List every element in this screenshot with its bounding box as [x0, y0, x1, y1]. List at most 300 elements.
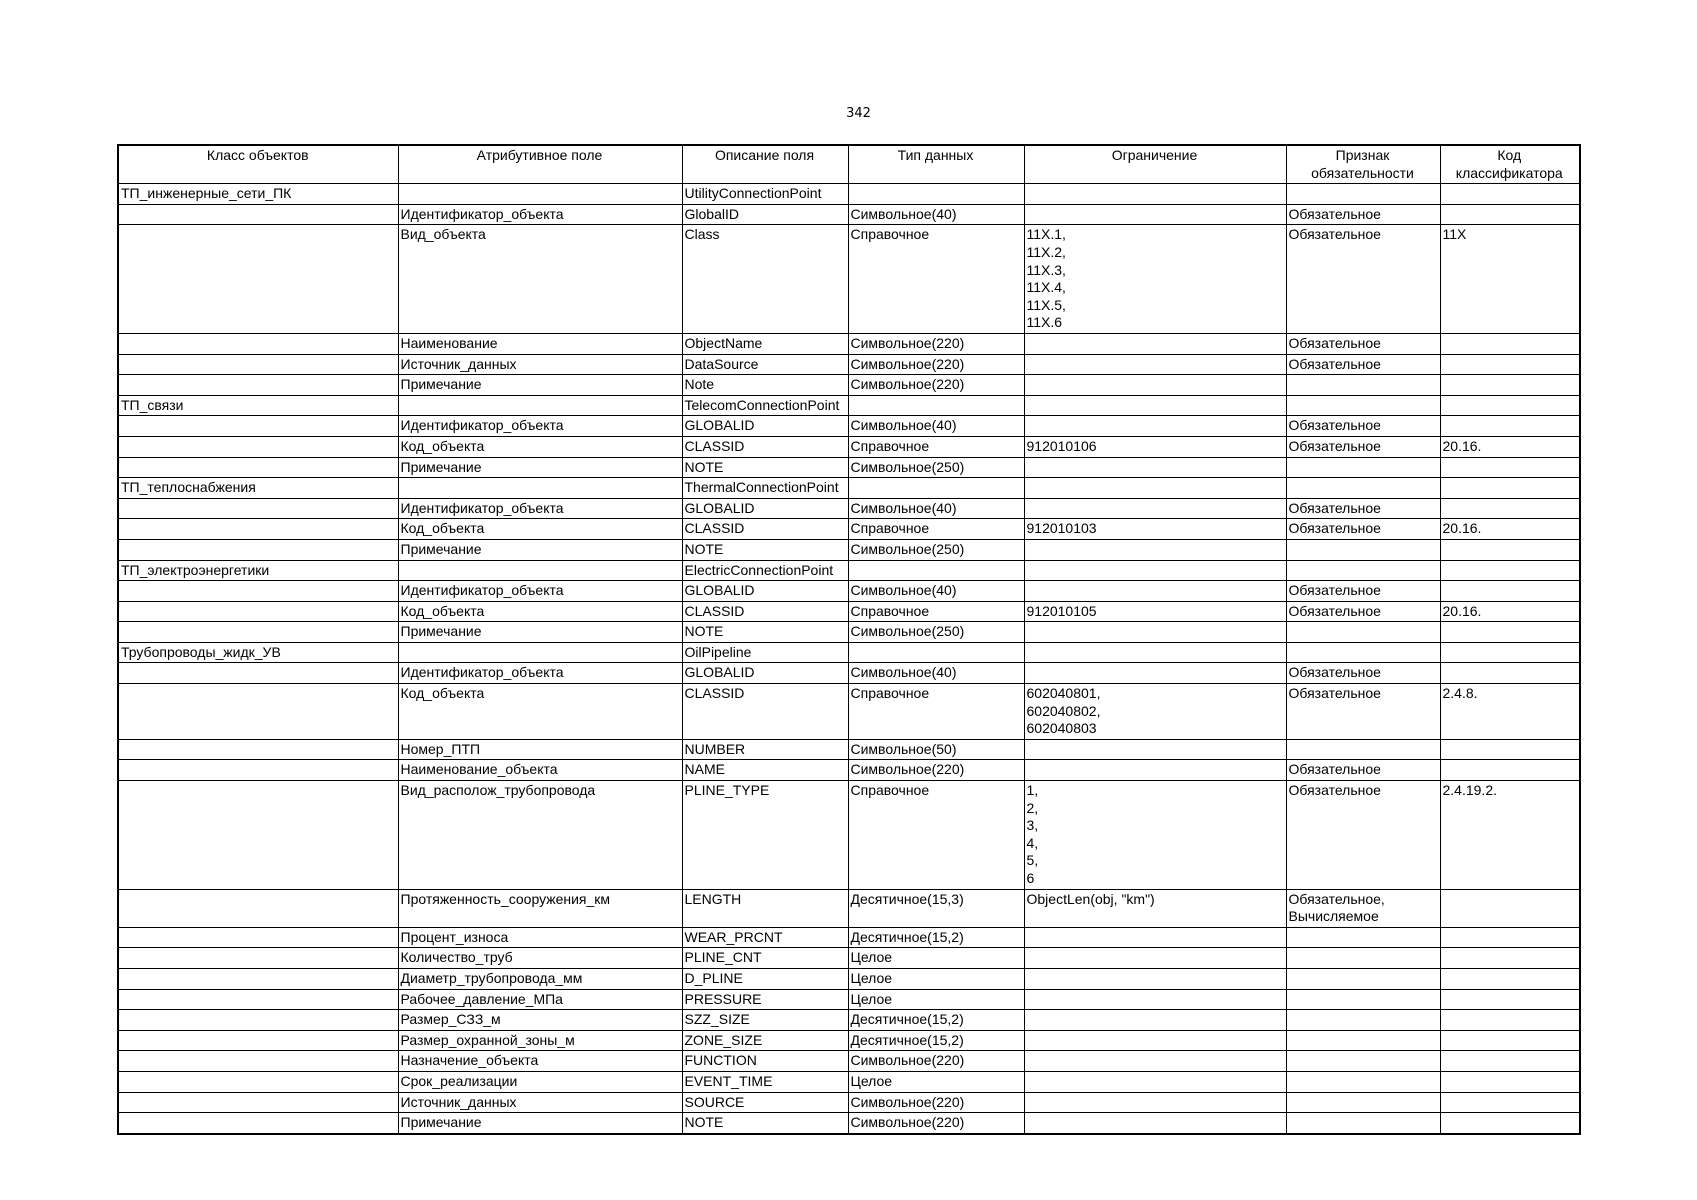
cell-object-class	[118, 739, 398, 760]
cell-mandatory-flag: Обязательное	[1286, 416, 1440, 437]
cell-mandatory-flag: Обязательное	[1286, 225, 1440, 334]
cell-object-class	[118, 498, 398, 519]
cell-line: 602040803	[1026, 720, 1097, 737]
cell-field-description: OilPipeline	[682, 642, 848, 663]
table-row	[118, 204, 1580, 225]
cell-constraint	[1024, 457, 1286, 478]
cell-data-type: Справочное	[848, 519, 1024, 540]
cell-constraint: ObjectLen(obj, "km")	[1024, 889, 1286, 927]
table-row	[118, 889, 1580, 927]
cell-object-class	[118, 927, 398, 948]
cell-data-type: Справочное	[848, 684, 1024, 740]
cell-line: 11X.4,	[1026, 279, 1066, 296]
cell-constraint	[1024, 1113, 1286, 1134]
cell-line: 4,	[1026, 834, 1039, 851]
table-header-row	[118, 145, 1580, 184]
cell-field-description: Class	[682, 225, 848, 334]
cell-data-type: Десятичное(15,3)	[848, 889, 1024, 927]
cell-field-description: ZONE_SIZE	[682, 1030, 848, 1051]
cell-attribute-field: Идентификатор_объекта	[398, 416, 682, 437]
table-row	[118, 989, 1580, 1010]
cell-attribute-field	[398, 478, 682, 499]
cell-classifier-code: 20.16.	[1440, 519, 1580, 540]
cell-data-type: Целое	[848, 969, 1024, 990]
column-header-attribute-field: Атрибутивное поле	[398, 145, 682, 184]
cell-attribute-field	[398, 184, 682, 205]
cell-attribute-field: Идентификатор_объекта	[398, 498, 682, 519]
cell-classifier-code	[1440, 560, 1580, 581]
cell-classifier-code: 20.16.	[1440, 436, 1580, 457]
cell-data-type: Десятичное(15,2)	[848, 1030, 1024, 1051]
cell-attribute-field: Идентификатор_объекта	[398, 581, 682, 602]
cell-object-class	[118, 416, 398, 437]
cell-constraint	[1024, 478, 1286, 499]
cell-line: 1,	[1026, 782, 1039, 799]
cell-data-type	[848, 478, 1024, 499]
cell-field-description: ObjectName	[682, 333, 848, 354]
table-row	[118, 1071, 1580, 1092]
cell-field-description: ElectricConnectionPoint	[682, 560, 848, 581]
cell-field-description: CLASSID	[682, 684, 848, 740]
table-row	[118, 457, 1580, 478]
cell-classifier-code	[1440, 948, 1580, 969]
cell-object-class: ТП_инженерные_сети_ПК	[118, 184, 398, 205]
table-row	[118, 1113, 1580, 1134]
cell-constraint	[1024, 539, 1286, 560]
cell-object-class: ТП_связи	[118, 395, 398, 416]
cell-attribute-field	[398, 560, 682, 581]
cell-classifier-code	[1440, 375, 1580, 396]
cell-constraint	[1024, 684, 1286, 740]
table-row	[118, 684, 1580, 740]
cell-object-class	[118, 457, 398, 478]
cell-field-description: CLASSID	[682, 519, 848, 540]
cell-constraint	[1024, 642, 1286, 663]
cell-field-description: GLOBALID	[682, 416, 848, 437]
cell-object-class	[118, 989, 398, 1010]
cell-mandatory-flag	[1286, 1071, 1440, 1092]
cell-constraint	[1024, 948, 1286, 969]
cell-mandatory-flag	[1286, 889, 1440, 927]
cell-data-type	[848, 395, 1024, 416]
cell-constraint	[1024, 622, 1286, 643]
cell-attribute-field: Размер_СЗЗ_м	[398, 1010, 682, 1031]
table-row	[118, 760, 1580, 781]
table-row	[118, 1010, 1580, 1031]
cell-data-type: Символьное(40)	[848, 663, 1024, 684]
cell-line: 602040801,	[1026, 685, 1101, 702]
cell-mandatory-flag	[1286, 622, 1440, 643]
cell-data-type: Символьное(220)	[848, 333, 1024, 354]
cell-data-type: Десятичное(15,2)	[848, 1010, 1024, 1031]
cell-field-description: TelecomConnectionPoint	[682, 395, 848, 416]
cell-data-type: Символьное(250)	[848, 622, 1024, 643]
cell-field-description: PLINE_TYPE	[682, 781, 848, 890]
table-row	[118, 1030, 1580, 1051]
cell-constraint	[1024, 969, 1286, 990]
cell-line: 5,	[1026, 852, 1039, 869]
cell-object-class	[118, 760, 398, 781]
cell-field-description: SZZ_SIZE	[682, 1010, 848, 1031]
cell-attribute-field: Примечание	[398, 1113, 682, 1134]
cell-data-type	[848, 560, 1024, 581]
cell-constraint	[1024, 333, 1286, 354]
cell-line: 11X.6	[1026, 314, 1063, 331]
cell-constraint	[1024, 498, 1286, 519]
cell-mandatory-flag: Обязательное	[1286, 601, 1440, 622]
cell-constraint	[1024, 1071, 1286, 1092]
cell-mandatory-flag: Обязательное	[1286, 436, 1440, 457]
cell-constraint	[1024, 760, 1286, 781]
cell-mandatory-flag	[1286, 1010, 1440, 1031]
cell-attribute-field: Процент_износа	[398, 927, 682, 948]
cell-classifier-code	[1440, 1071, 1580, 1092]
cell-mandatory-flag	[1286, 375, 1440, 396]
cell-attribute-field: Назначение_объекта	[398, 1051, 682, 1072]
cell-mandatory-flag: Обязательное	[1286, 581, 1440, 602]
cell-line: 2,	[1026, 799, 1039, 816]
cell-attribute-field: Вид_объекта	[398, 225, 682, 334]
cell-object-class	[118, 1113, 398, 1134]
cell-object-class	[118, 781, 398, 890]
cell-constraint	[1024, 184, 1286, 205]
cell-constraint	[1024, 560, 1286, 581]
cell-classifier-code	[1440, 1092, 1580, 1113]
cell-classifier-code: 2.4.8.	[1440, 684, 1580, 740]
table-row	[118, 781, 1580, 890]
cell-mandatory-flag	[1286, 989, 1440, 1010]
cell-mandatory-flag	[1286, 948, 1440, 969]
cell-constraint	[1024, 1010, 1286, 1031]
cell-mandatory-flag	[1286, 539, 1440, 560]
cell-constraint	[1024, 927, 1286, 948]
cell-line: 6	[1026, 870, 1035, 887]
cell-constraint	[1024, 204, 1286, 225]
cell-attribute-field: Номер_ПТП	[398, 739, 682, 760]
cell-constraint	[1024, 354, 1286, 375]
table-row	[118, 333, 1580, 354]
cell-classifier-code	[1440, 581, 1580, 602]
cell-data-type: Символьное(220)	[848, 375, 1024, 396]
cell-constraint: 912010106	[1024, 436, 1286, 457]
cell-line: 11X.3,	[1026, 261, 1066, 278]
cell-object-class: ТП_теплоснабжения	[118, 478, 398, 499]
cell-attribute-field: Вид_располож_трубопровода	[398, 781, 682, 890]
table-row	[118, 436, 1580, 457]
cell-attribute-field: Наименование	[398, 333, 682, 354]
cell-object-class	[118, 519, 398, 540]
cell-line: Вычисляемое	[1288, 908, 1379, 925]
table-row	[118, 601, 1580, 622]
cell-constraint	[1024, 989, 1286, 1010]
cell-data-type: Символьное(50)	[848, 739, 1024, 760]
column-header-constraint: Ограничение	[1024, 145, 1286, 184]
cell-mandatory-flag	[1286, 560, 1440, 581]
cell-line: 3,	[1026, 817, 1039, 834]
table-row	[118, 622, 1580, 643]
cell-data-type: Справочное	[848, 781, 1024, 890]
cell-mandatory-flag	[1286, 1051, 1440, 1072]
cell-data-type: Символьное(40)	[848, 581, 1024, 602]
cell-field-description: D_PLINE	[682, 969, 848, 990]
cell-mandatory-flag: Обязательное	[1286, 498, 1440, 519]
cell-field-description: UtilityConnectionPoint	[682, 184, 848, 205]
cell-constraint	[1024, 1030, 1286, 1051]
cell-data-type: Символьное(220)	[848, 1051, 1024, 1072]
cell-data-type: Символьное(220)	[848, 354, 1024, 375]
cell-attribute-field: Диаметр_трубопровода_мм	[398, 969, 682, 990]
cell-data-type: Целое	[848, 989, 1024, 1010]
table-row	[118, 498, 1580, 519]
cell-field-description: PRESSURE	[682, 989, 848, 1010]
cell-mandatory-flag	[1286, 395, 1440, 416]
cell-object-class	[118, 1051, 398, 1072]
table-row	[118, 927, 1580, 948]
table-row	[118, 948, 1580, 969]
cell-mandatory-flag	[1286, 739, 1440, 760]
cell-line: 11X.2,	[1026, 243, 1066, 260]
page-number: 342	[846, 106, 871, 121]
cell-data-type: Символьное(250)	[848, 539, 1024, 560]
cell-field-description: WEAR_PRCNT	[682, 927, 848, 948]
cell-field-description: NOTE	[682, 622, 848, 643]
cell-attribute-field: Протяженность_сооружения_км	[398, 889, 682, 927]
cell-classifier-code	[1440, 642, 1580, 663]
cell-classifier-code	[1440, 927, 1580, 948]
table-row	[118, 354, 1580, 375]
cell-data-type: Справочное	[848, 601, 1024, 622]
cell-data-type: Символьное(250)	[848, 457, 1024, 478]
cell-data-type: Символьное(220)	[848, 1113, 1024, 1134]
cell-classifier-code	[1440, 416, 1580, 437]
cell-attribute-field: Источник_данных	[398, 354, 682, 375]
cell-object-class	[118, 1010, 398, 1031]
cell-field-description: PLINE_CNT	[682, 948, 848, 969]
cell-classifier-code: 2.4.19.2.	[1440, 781, 1580, 890]
cell-constraint	[1024, 1092, 1286, 1113]
cell-classifier-code	[1440, 539, 1580, 560]
cell-attribute-field: Идентификатор_объекта	[398, 663, 682, 684]
cell-attribute-field: Код_объекта	[398, 436, 682, 457]
table-row	[118, 539, 1580, 560]
table-row	[118, 1051, 1580, 1072]
cell-attribute-field: Код_объекта	[398, 601, 682, 622]
cell-field-description: GlobalID	[682, 204, 848, 225]
cell-classifier-code	[1440, 498, 1580, 519]
cell-data-type: Целое	[848, 948, 1024, 969]
cell-field-description: NAME	[682, 760, 848, 781]
table-row	[118, 739, 1580, 760]
cell-attribute-field: Примечание	[398, 539, 682, 560]
cell-field-description: NUMBER	[682, 739, 848, 760]
cell-object-class	[118, 1030, 398, 1051]
cell-data-type: Справочное	[848, 436, 1024, 457]
cell-classifier-code	[1440, 1051, 1580, 1072]
cell-object-class	[118, 1071, 398, 1092]
cell-classifier-code	[1440, 1010, 1580, 1031]
cell-constraint: 912010105	[1024, 601, 1286, 622]
cell-classifier-code	[1440, 1113, 1580, 1134]
table-row	[118, 184, 1580, 205]
cell-object-class	[118, 663, 398, 684]
cell-attribute-field: Примечание	[398, 457, 682, 478]
cell-attribute-field	[398, 642, 682, 663]
cell-data-type: Справочное	[848, 225, 1024, 334]
cell-classifier-code	[1440, 663, 1580, 684]
table-row	[118, 663, 1580, 684]
cell-object-class	[118, 889, 398, 927]
cell-classifier-code	[1440, 457, 1580, 478]
cell-classifier-code	[1440, 333, 1580, 354]
cell-constraint	[1024, 663, 1286, 684]
cell-object-class	[118, 1092, 398, 1113]
cell-data-type	[848, 642, 1024, 663]
cell-field-description: LENGTH	[682, 889, 848, 927]
cell-field-description: NOTE	[682, 539, 848, 560]
cell-attribute-field: Наименование_объекта	[398, 760, 682, 781]
cell-classifier-code	[1440, 969, 1580, 990]
cell-object-class	[118, 948, 398, 969]
cell-attribute-field: Рабочее_давление_МПа	[398, 989, 682, 1010]
column-header-field-description: Описание поля	[682, 145, 848, 184]
cell-mandatory-flag	[1286, 457, 1440, 478]
cell-data-type: Целое	[848, 1071, 1024, 1092]
cell-mandatory-flag: Обязательное	[1286, 684, 1440, 740]
cell-constraint	[1024, 225, 1286, 334]
table-body	[118, 184, 1580, 1134]
cell-attribute-field: Размер_охранной_зоны_м	[398, 1030, 682, 1051]
cell-object-class	[118, 581, 398, 602]
cell-attribute-field: Источник_данных	[398, 1092, 682, 1113]
column-header-object-class: Класс объектов	[118, 145, 398, 184]
cell-object-class: ТП_электроэнергетики	[118, 560, 398, 581]
table-row	[118, 969, 1580, 990]
cell-attribute-field: Срок_реализации	[398, 1071, 682, 1092]
cell-mandatory-flag: Обязательное	[1286, 663, 1440, 684]
cell-mandatory-flag	[1286, 478, 1440, 499]
cell-attribute-field: Идентификатор_объекта	[398, 204, 682, 225]
cell-mandatory-flag: Обязательное	[1286, 519, 1440, 540]
cell-line: 11X.1,	[1026, 226, 1066, 243]
cell-attribute-field: Примечание	[398, 622, 682, 643]
cell-data-type: Десятичное(15,2)	[848, 927, 1024, 948]
cell-field-description: CLASSID	[682, 436, 848, 457]
cell-attribute-field	[398, 395, 682, 416]
table-row	[118, 225, 1580, 334]
cell-classifier-code	[1440, 889, 1580, 927]
table-row	[118, 519, 1580, 540]
cell-mandatory-flag: Обязательное	[1286, 781, 1440, 890]
cell-constraint	[1024, 739, 1286, 760]
cell-object-class	[118, 354, 398, 375]
cell-field-description: SOURCE	[682, 1092, 848, 1113]
cell-object-class	[118, 601, 398, 622]
cell-data-type: Символьное(40)	[848, 416, 1024, 437]
cell-mandatory-flag: Обязательное	[1286, 204, 1440, 225]
cell-classifier-code	[1440, 204, 1580, 225]
column-header-data-type: Тип данных	[848, 145, 1024, 184]
cell-data-type: Символьное(40)	[848, 204, 1024, 225]
cell-mandatory-flag	[1286, 1030, 1440, 1051]
cell-mandatory-flag	[1286, 1113, 1440, 1134]
cell-object-class	[118, 204, 398, 225]
cell-field-description: DataSource	[682, 354, 848, 375]
cell-object-class	[118, 622, 398, 643]
cell-mandatory-flag: Обязательное	[1286, 760, 1440, 781]
cell-data-type: Символьное(220)	[848, 760, 1024, 781]
cell-data-type	[848, 184, 1024, 205]
cell-constraint	[1024, 416, 1286, 437]
cell-field-description: NOTE	[682, 457, 848, 478]
table-row	[118, 560, 1580, 581]
cell-field-description: GLOBALID	[682, 581, 848, 602]
cell-line: 602040802,	[1026, 702, 1101, 719]
cell-object-class	[118, 684, 398, 740]
cell-field-description: GLOBALID	[682, 663, 848, 684]
table-row	[118, 416, 1580, 437]
cell-mandatory-flag	[1286, 184, 1440, 205]
cell-object-class	[118, 225, 398, 334]
table-row	[118, 642, 1580, 663]
cell-attribute-field: Количество_труб	[398, 948, 682, 969]
cell-constraint	[1024, 581, 1286, 602]
table-row	[118, 375, 1580, 396]
cell-field-description: FUNCTION	[682, 1051, 848, 1072]
cell-field-description: EVENT_TIME	[682, 1071, 848, 1092]
cell-classifier-code	[1440, 395, 1580, 416]
cell-classifier-code	[1440, 354, 1580, 375]
cell-field-description: Note	[682, 375, 848, 396]
cell-classifier-code: 11X	[1440, 225, 1580, 334]
cell-attribute-field: Код_объекта	[398, 519, 682, 540]
cell-object-class	[118, 333, 398, 354]
cell-constraint: 912010103	[1024, 519, 1286, 540]
cell-object-class	[118, 436, 398, 457]
cell-object-class: Трубопроводы_жидк_УВ	[118, 642, 398, 663]
column-header-mandatory-flag: Признак обязательности	[1286, 145, 1440, 184]
attribute-table	[117, 144, 1581, 1135]
cell-classifier-code	[1440, 184, 1580, 205]
cell-field-description: NOTE	[682, 1113, 848, 1134]
cell-line: 11X.5,	[1026, 296, 1066, 313]
cell-field-description: CLASSID	[682, 601, 848, 622]
cell-field-description: ThermalConnectionPoint	[682, 478, 848, 499]
cell-constraint	[1024, 395, 1286, 416]
cell-field-description: GLOBALID	[682, 498, 848, 519]
table-row	[118, 581, 1580, 602]
cell-classifier-code	[1440, 1030, 1580, 1051]
cell-constraint	[1024, 375, 1286, 396]
cell-mandatory-flag: Обязательное	[1286, 333, 1440, 354]
cell-object-class	[118, 969, 398, 990]
cell-classifier-code	[1440, 989, 1580, 1010]
cell-data-type: Символьное(40)	[848, 498, 1024, 519]
cell-classifier-code: 20.16.	[1440, 601, 1580, 622]
cell-mandatory-flag	[1286, 642, 1440, 663]
cell-data-type: Символьное(220)	[848, 1092, 1024, 1113]
cell-attribute-field: Код_объекта	[398, 684, 682, 740]
cell-constraint	[1024, 781, 1286, 890]
column-header-classifier-code: Код классификатора	[1440, 145, 1580, 184]
cell-classifier-code	[1440, 739, 1580, 760]
cell-attribute-field: Примечание	[398, 375, 682, 396]
cell-mandatory-flag	[1286, 969, 1440, 990]
cell-classifier-code	[1440, 478, 1580, 499]
cell-classifier-code	[1440, 760, 1580, 781]
table-row	[118, 478, 1580, 499]
cell-line: Обязательное,	[1288, 890, 1385, 907]
cell-object-class	[118, 375, 398, 396]
